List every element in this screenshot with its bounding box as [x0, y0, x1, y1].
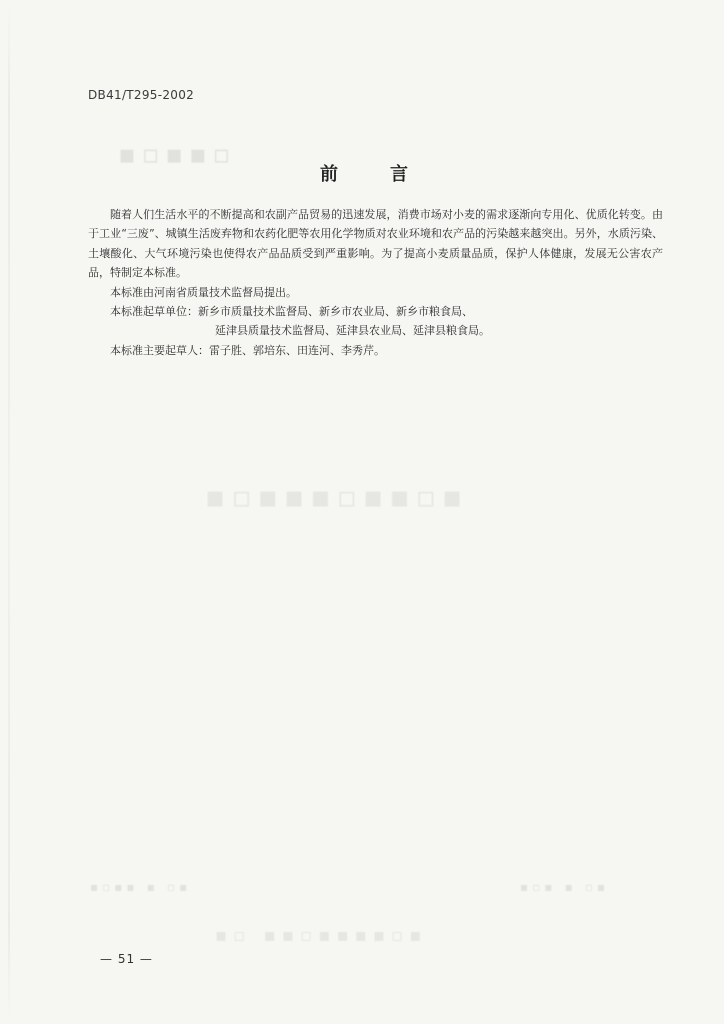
scan-fold-mark	[8, 0, 10, 1024]
bleed-through-text: ▪▫▪▪ ▪ ▫▪	[90, 880, 192, 894]
drafting-units-continued: 延津县质量技术监督局、延津县农业局、延津县粮食局。	[215, 324, 490, 338]
foreword-paragraph-2: 本标准由河南省质量技术监督局提出。	[110, 285, 297, 299]
bleed-through-text: ▪▫▪▪▫	[118, 140, 237, 170]
bleed-through-text: ▪▫▪▪▪▫▪▪▫▪	[205, 480, 469, 515]
foreword-paragraph-3: 本标准起草单位：新乡市质量技术监督局、新乡市农业局、新乡市粮食局、	[110, 305, 473, 319]
bleed-through-text: ▪▫▪ ▪ ▫▪	[520, 880, 610, 894]
page-number: — 51 —	[100, 952, 153, 966]
drafters-line: 本标准主要起草人：雷子胜、郭培东、田连河、李秀芹。	[110, 343, 385, 357]
bleed-through-text: ▪▫ ▪▪▫▪▪▪▪▫▪	[215, 925, 428, 946]
page-title: 前言	[320, 164, 460, 185]
standard-code: DB41/T295-2002	[88, 88, 195, 102]
foreword-body	[88, 205, 663, 360]
foreword-paragraph-1: 随着人们生活水平的不断提高和农副产品贸易的迅速发展，消费市场对小麦的需求逐渐向专用化、优质化转变。由于工业“三废”、城镇生活废弃物和农药化肥等农用化学物质对农业环境和农产品的污染越来越突出。另外，水质污染、土壤酸化、大气环境污染也使得农产品品质受到严重影响。为了提高小麦质量品质，保护人体健康，发展无公害农产品，特制定本标准。	[88, 208, 663, 280]
